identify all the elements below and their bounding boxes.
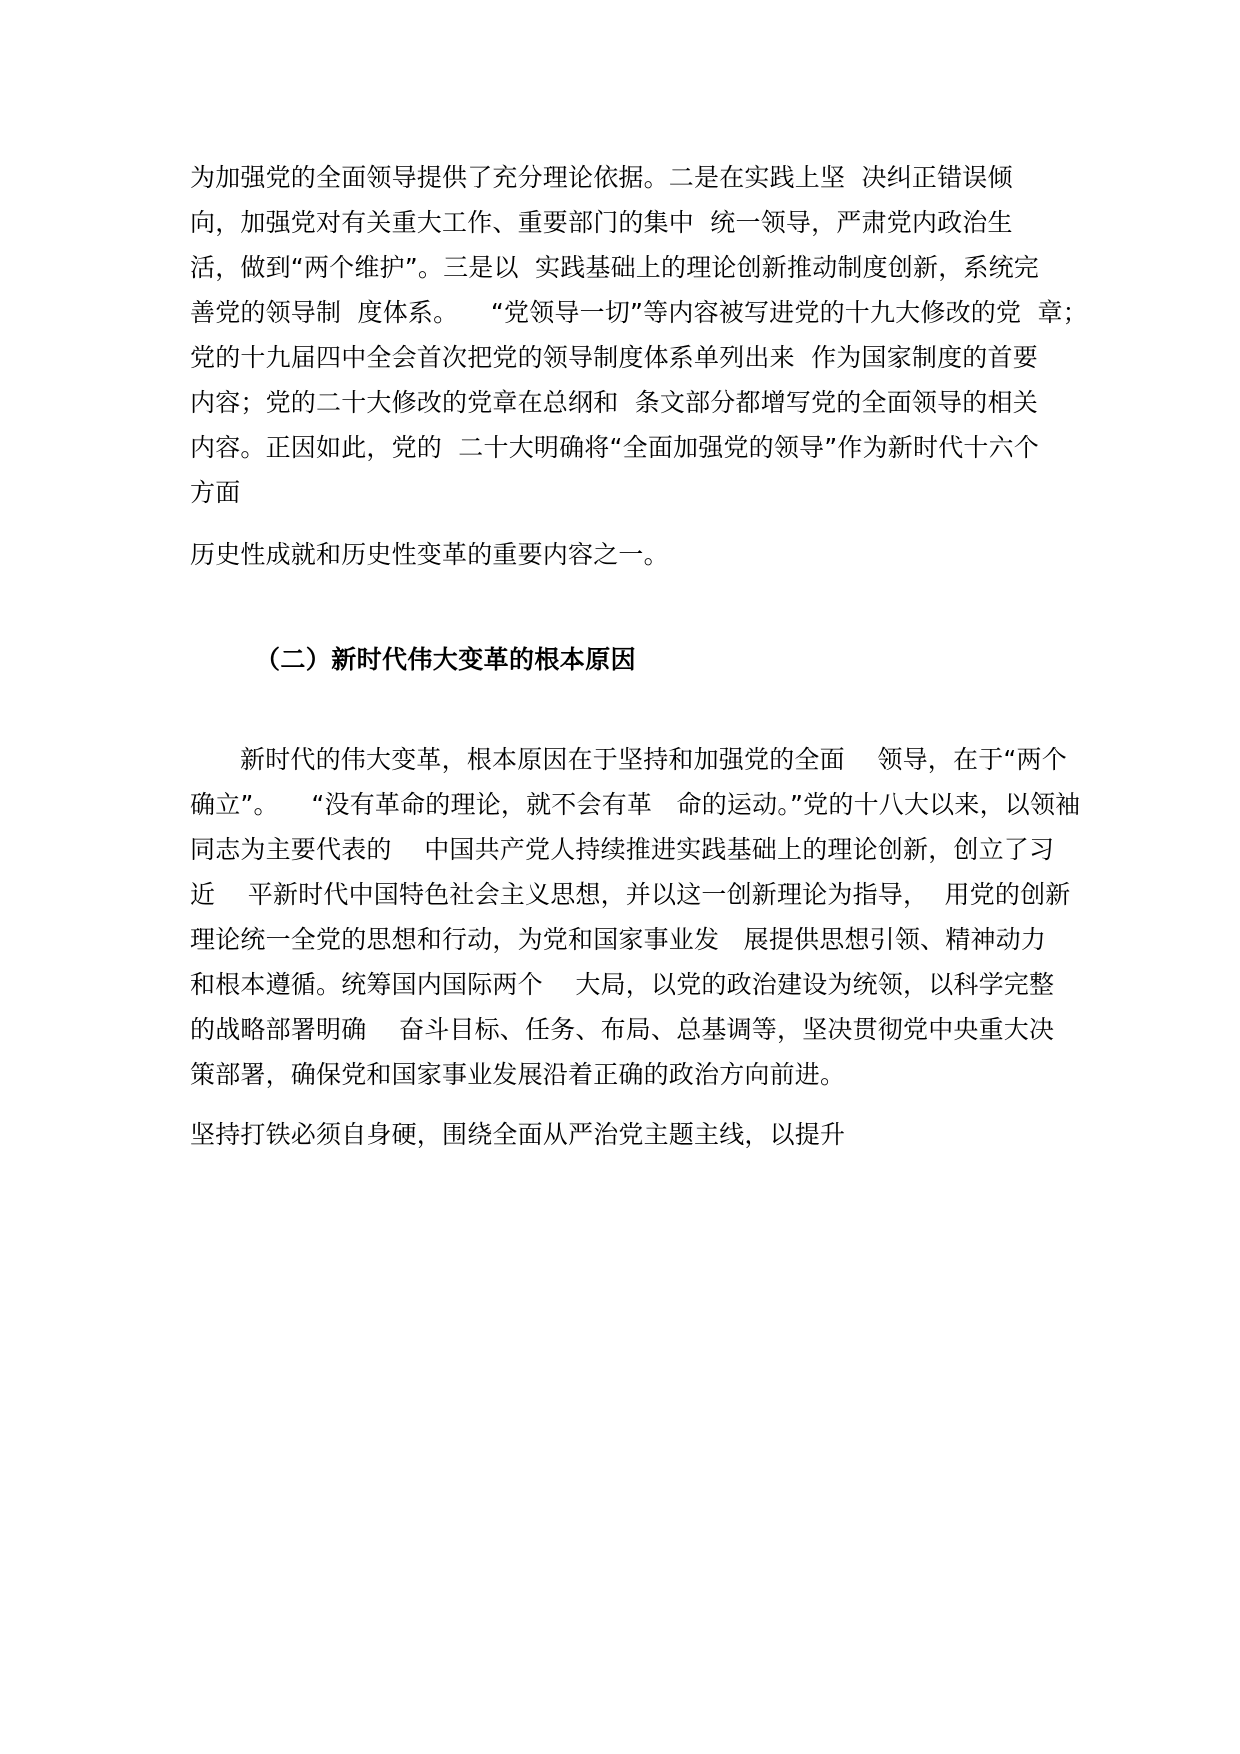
paragraph-1-line-4: 善党的领导制 度体系。 “党领导一切”等内容被写进党的十九大修改的党 章； [190, 298, 1088, 327]
paragraph-1-line-5: 党的十九届四中全会首次把党的领导制度体系单列出来 作为国家制度的首要 [190, 343, 1038, 372]
paragraph-1-line-6: 内容；党的二十大修改的党章在总纲和 条文部分都增写党的全面领导的相关 [190, 388, 1038, 417]
paragraph-3-line-4: 近 平新时代中国特色社会主义思想，并以这一创新理论为指导， 用党的创新 [190, 880, 1071, 909]
paragraph-4-line-1: 坚持打铁必须自身硬，围绕全面从严治党主题主线，以提升 [190, 1120, 846, 1149]
paragraph-3-line-8: 策部署，确保党和国家事业发展沿着正确的政治方向前进。 [190, 1060, 846, 1089]
paragraph-3-line-7: 的战略部署明确 奋斗目标、任务、布局、总基调等，坚决贯彻党中央重大决 [190, 1015, 1055, 1044]
paragraph-1-line-1: 为加强党的全面领导提供了充分理论依据。二是在实践上坚 决纠正错误倾 [190, 163, 1013, 192]
paragraph-3-line-5: 理论统一全党的思想和行动，为党和国家事业发 展提供思想引领、精神动力 [190, 925, 1047, 954]
paragraph-1-line-8: 方面 [190, 478, 241, 507]
paragraph-3-line-2: 确立”。 “没有革命的理论，就不会有革 命的运动。”党的十八大以来，以领袖 [190, 790, 1081, 819]
paragraph-1-line-2: 向，加强党对有关重大工作、重要部门的集中 统一领导，严肃党内政治生 [190, 208, 1013, 237]
paragraph-3-line-3: 同志为主要代表的 中国共产党人持续推进实践基础上的理论创新，创立了习 [190, 835, 1055, 864]
paragraph-1-line-7: 内容。正因如此，党的 二十大明确将“全面加强党的领导”作为新时代十六个 [190, 433, 1039, 462]
section-heading: （二）新时代伟大变革的根本原因 [255, 645, 637, 674]
paragraph-2-line-1: 历史性成就和历史性变革的重要内容之一。 [190, 540, 669, 569]
paragraph-3-line-6: 和根本遵循。统筹国内国际两个 大局，以党的政治建设为统领，以科学完整 [190, 970, 1055, 999]
paragraph-1-line-3: 活，做到“两个维护”。三是以 实践基础上的理论创新推动制度创新，系统完 [190, 253, 1039, 282]
paragraph-3-line-1: 新时代的伟大变革，根本原因在于坚持和加强党的全面 领导，在于“两个 [240, 745, 1067, 774]
